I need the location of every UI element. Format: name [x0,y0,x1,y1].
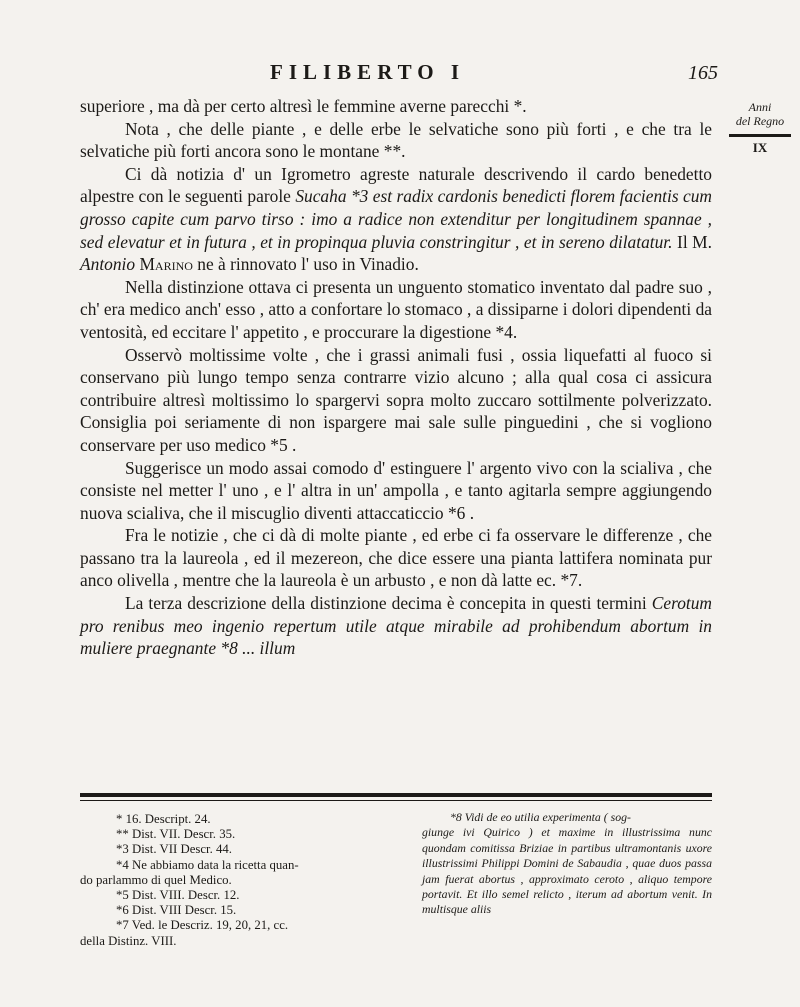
footnote-continuation: della Distinz. VIII. [80,933,177,948]
first-name: Antonio [80,254,136,275]
margin-rule [729,134,791,137]
footnote-right [422,810,712,918]
paragraph-3-text: Il M. [677,231,712,252]
footnote-right-text: giunge ivi Quirico ) et maxime in illustrissima nunc quondam comitissa Briziae in partibus ultramontanis uxore illustrissimi Philippi Domini de Sabaudia , quae duos passa jam fuerat abortus , approximato ceroto , aliquo tempore portavit. Et illo semel relicto , iterum ad abortum venit. In multisque aliis [422,825,712,917]
latin-quote-cardo: Sucaha *3 est radix cardonis benedicti florem facientis cum grosso capite cum parvo tirso : imo a radice non extenditur per longitudinem spannae , sed elevatur et in futura , et in propinqua pluvia constringitur , et in sereno dilatatur. [80,186,712,252]
paragraph-7: Fra le notizie , che ci dà di molte piante , ed erbe ci fa osservare le differenze , che passano tra la laureola , ed il mezereon, che dice essere una pianta lattifera nominata pur anco olivella , mentre che la laureola è un arbusto , e non dà latte ec. *7. [80,525,712,591]
paragraph-2: Nota , che delle piante , e delle erbe le selvatiche sono più forti , e che tra le selvatiche più forti ancora sono le montane **. [80,118,712,162]
paragraph-8-intro: La terza descrizione della distinzione decima è concepita in questi termini [125,593,647,614]
latin-quote-cerotum: Cerotum pro renibus meo ingenio repertum utile atque mirabile ad prohibendum abortum in muliere praegnante *8 ... illum [80,593,712,659]
footnote-divider-thin [80,800,712,801]
margin-note-line1: Anni [748,100,772,114]
footnote: *6 Dist. VIII Descr. 15. [116,903,237,918]
paragraph-1: superiore , ma dà per certo altresì le femmine averne parecchi *. [80,96,527,116]
footnote-divider [80,793,712,797]
footnote: *3 Dist. VII Descr. 44. [116,842,232,857]
footnote: *4 Ne abbiamo data la ricetta quan- [116,857,299,872]
margin-note [725,100,795,155]
surname: Marino [139,254,193,275]
paragraph-5: Osservò moltissime volte , che i grassi animali fusi , ossia liquefatti al fuoco si conservano più lungo tempo senza contrarre vizio alcuno ; alla qual cosa ci assicura contribuire altresì moltissimo lo spargervi sopra molto zuccaro sottilmente polverizzato. Consiglia poi seriamente di non ispargere mai sale sulle pinguedini , che si vogliono conservare per uso medico *5 . [80,344,712,455]
page-number: 165 [688,62,718,84]
footnote: * 16. Descript. 24. [116,812,211,826]
paragraph-3 [80,163,712,276]
page-header [80,60,718,86]
running-head: FILIBERTO I [270,60,466,84]
margin-regnal-year: IX [752,140,768,155]
footnotes-left [80,812,390,949]
margin-note-line2: del Regno [735,114,785,128]
footnote: ** Dist. VII. Descr. 35. [116,827,236,842]
paragraph-8 [80,592,712,660]
main-text [80,95,712,660]
footnote: *7 Ved. le Descriz. 19, 20, 21, cc. [116,918,289,933]
footnote: *5 Dist. VIII. Descr. 12. [116,888,240,903]
paragraph-6: Suggerisce un modo assai comodo d' estinguere l' argento vivo con la scialiva , che consiste nel metter l' uno , e l' altra in un' ampolla , e tanto agitarla sempre aggiungendo nuova scialiva, che il miscuglio diventi attaccaticcio *6 . [80,457,712,523]
paragraph-4: Nella distinzione ottava ci presenta un unguento stomatico inventato dal padre suo , ch' era medico anch' esso , atto a confortare lo stomaco , a dissiparne i dolori dipendenti da ventosità, ed eccitare l' appetito , e proccurare la digestione *4. [80,276,712,342]
paragraph-3-end: ne à rinnovato l' uso in Vinadio. [197,254,419,275]
footnote-right-first-line: *8 Vidi de eo utilia experimenta ( sog- [450,810,631,824]
paragraph-3-intro: Ci dà notizia d' un Igrometro agreste naturale descrivendo il cardo benedetto alpestre con le seguenti parole [80,163,712,207]
footnote-continuation: do parlammo di quel Medico. [80,872,232,887]
